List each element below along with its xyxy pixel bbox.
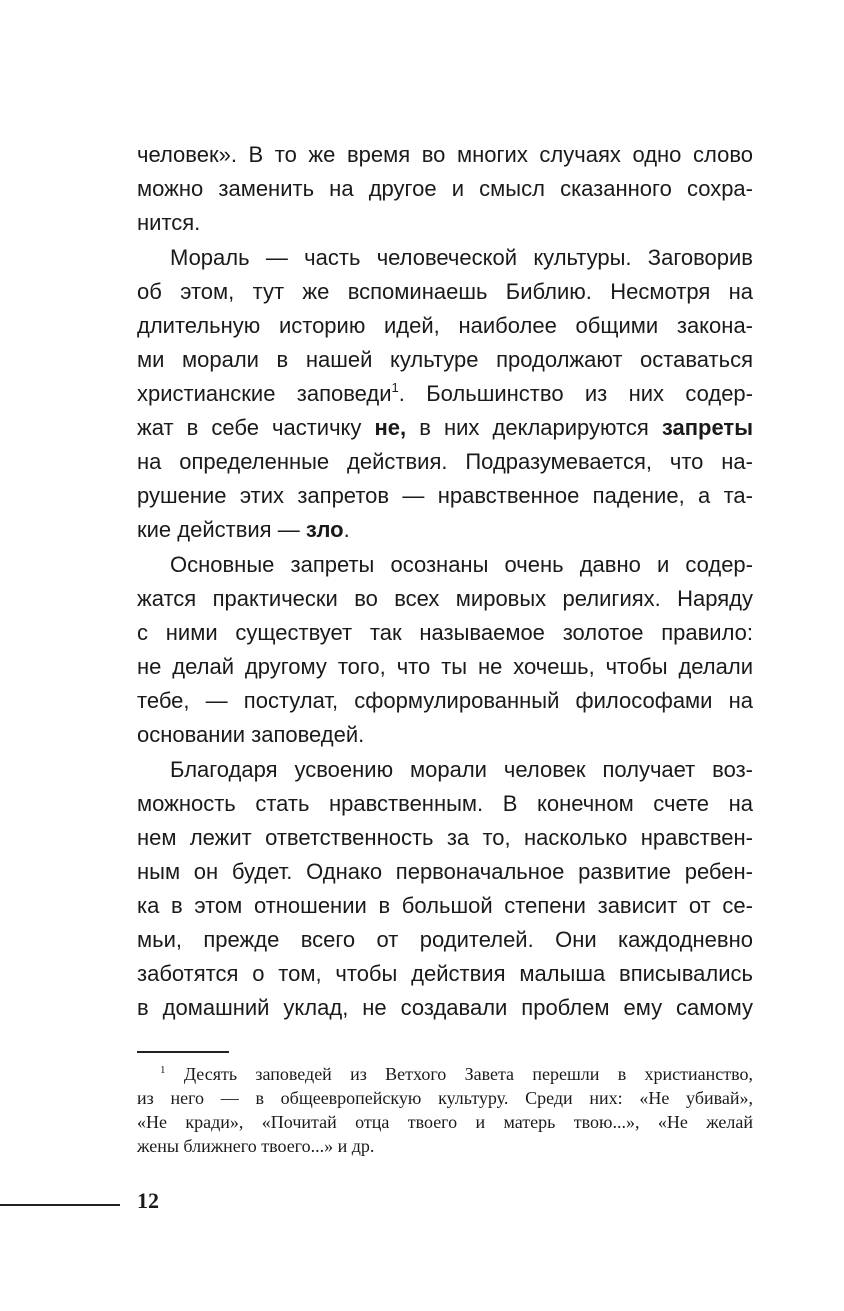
text-line: [137, 377, 753, 411]
page-number: 12: [137, 1188, 159, 1213]
text-line: можность стать нравственным. В конечном счете на: [137, 791, 753, 816]
footnote-line: из него — в общеевропейскую культуру. Среди них: «Не убивай»,: [137, 1088, 753, 1108]
emphasis: не,: [374, 415, 407, 440]
text-line: человек». В то же время во многих случаях одно слово: [137, 142, 753, 167]
text-line: Мораль — часть человеческой культуры. Заговорив: [170, 245, 753, 270]
footnote-divider: [137, 1051, 229, 1053]
text: жат в себе частичку: [137, 415, 375, 440]
footnote-line: [160, 1062, 753, 1086]
emphasis: зло: [305, 517, 344, 542]
footnote-line: «Не кради», «Почитай отца твоего и матерь твою...», «Не желай: [137, 1112, 753, 1132]
text-line: тебе, — постулат, сформулированный философами на: [137, 688, 753, 713]
text: . Большинство из них содер-: [398, 381, 753, 406]
text-line: Благодаря усвоению морали человек получает воз-: [170, 757, 753, 782]
text-line: об этом, тут же вспоминаешь Библию. Несмотря на: [137, 279, 753, 304]
text-line: ка в этом отношении в большой степени зависит от се-: [137, 893, 753, 918]
text-line: мьи, прежде всего от родителей. Они каждодневно: [137, 927, 753, 952]
text-line: Основные запреты осознаны очень давно и содер-: [170, 552, 753, 577]
text: .: [343, 517, 350, 542]
text-line: на определенные действия. Подразумевается, что на-: [137, 449, 753, 474]
text-line: [137, 411, 753, 445]
text-line: рушение этих запретов — нравственное падение, а та-: [137, 483, 753, 508]
text-line: нем лежит ответственность за то, насколько нравствен-: [137, 825, 753, 850]
text-line: с ними существует так называемое золотое правило:: [137, 620, 753, 645]
footnote-marker: 1: [160, 1064, 166, 1076]
text-line: в домашний уклад, не создавали проблем ему самому: [137, 995, 753, 1020]
text: Десять заповедей из Ветхого Завета перешли в христианство,: [183, 1064, 753, 1084]
text-line: основании заповедей.: [137, 722, 365, 747]
footnote-ref[interactable]: 1: [391, 380, 399, 395]
text-line: [137, 513, 753, 547]
page-number-rule: [0, 1204, 120, 1206]
text-line: жатся практически во всех мировых религиях. Наряду: [137, 586, 753, 611]
text: христианские заповеди: [137, 381, 392, 406]
text-line: заботятся о том, чтобы действия малыша вписывались: [137, 961, 753, 986]
text-line: ным он будет. Однако первоначальное развитие ребен-: [137, 859, 753, 884]
text-line: длительную историю идей, наиболее общими закона-: [137, 313, 753, 338]
text-line: не делай другому того, что ты не хочешь, чтобы делали: [137, 654, 753, 679]
footnote-line: жены ближнего твоего...» и др.: [137, 1136, 375, 1156]
emphasis: запреты: [661, 415, 753, 440]
text-line: нится.: [137, 210, 201, 235]
text-line: ми морали в нашей культуре продолжают оставаться: [137, 347, 753, 372]
text: кие действия —: [137, 517, 306, 542]
text-line: можно заменить на другое и смысл сказанного сохра-: [137, 176, 753, 201]
text: в них декларируются: [406, 415, 662, 440]
